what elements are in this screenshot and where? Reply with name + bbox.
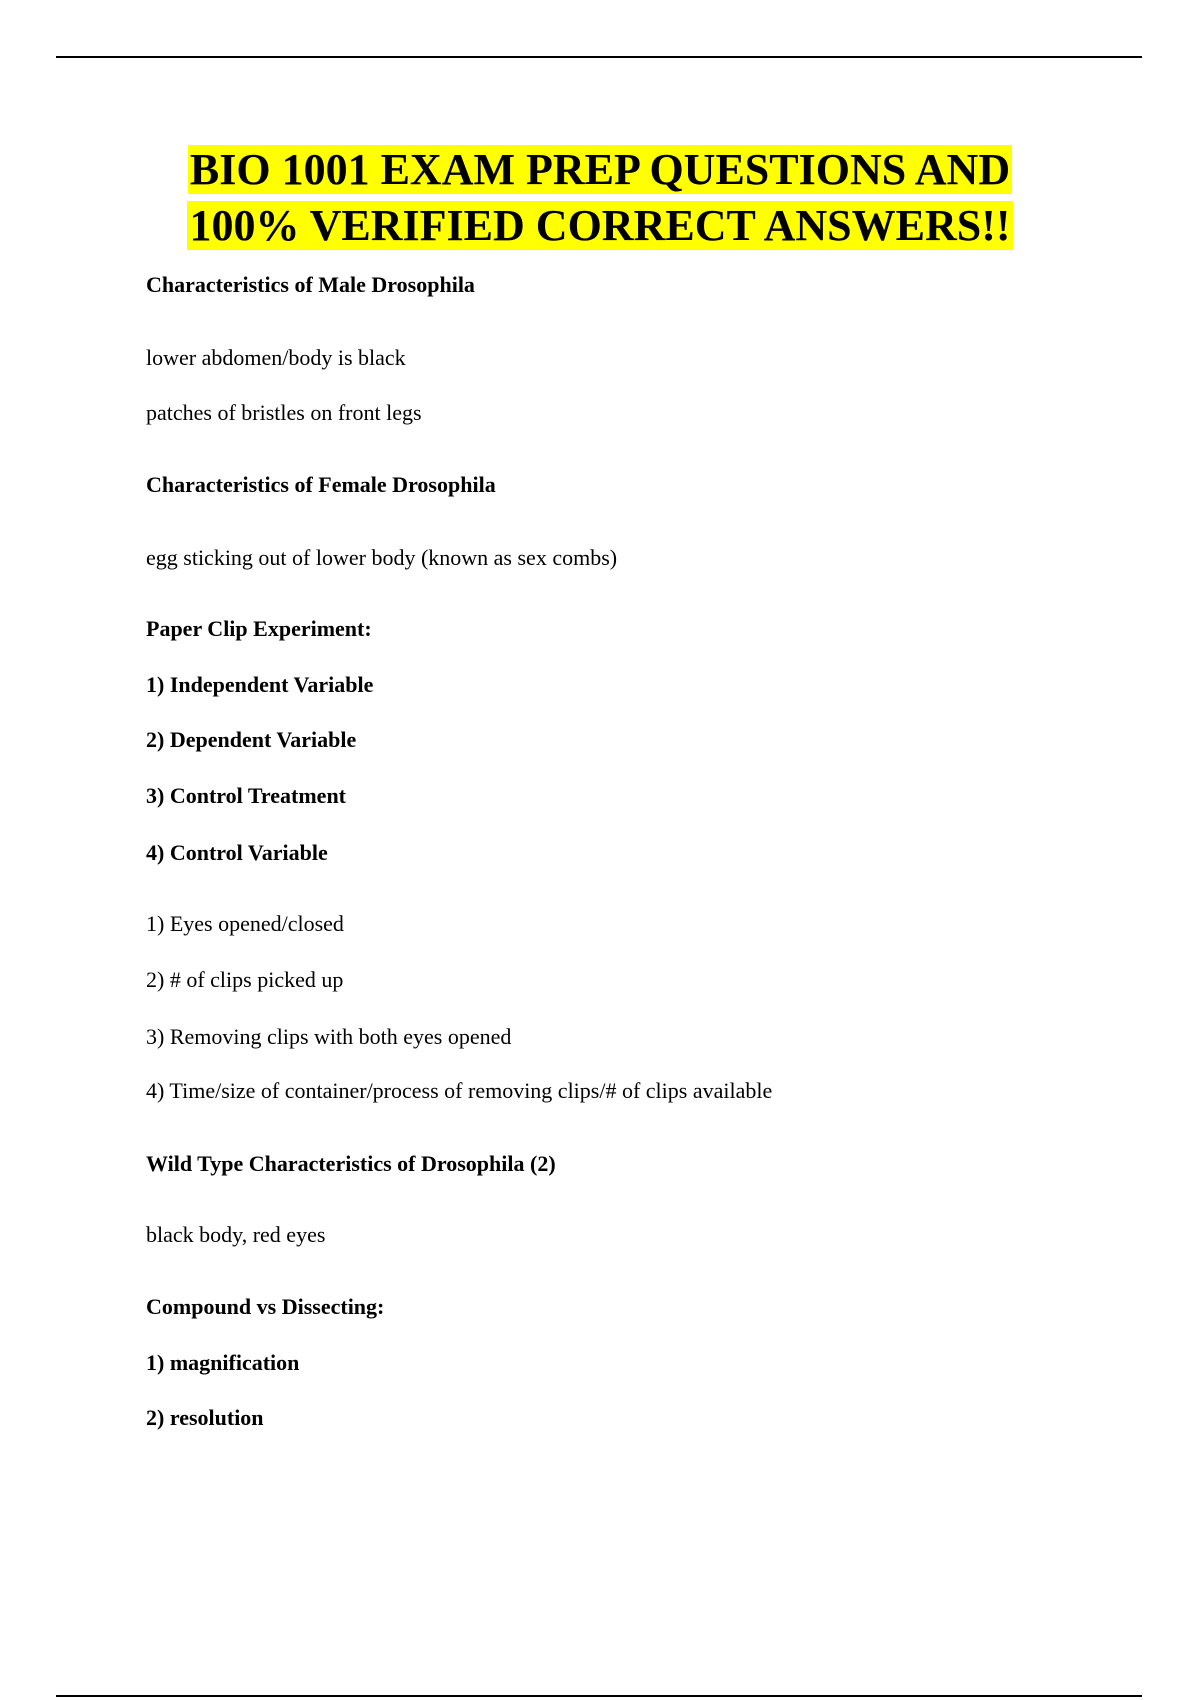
answer-line: 4) Time/size of container/process of removing clips/# of clips available <box>146 1078 773 1103</box>
answer-line: patches of bristles on front legs <box>146 400 422 425</box>
question-line: 3) Control Treatment <box>146 783 347 808</box>
title-block <box>0 142 1200 254</box>
question-paper-clip: Paper Clip Experiment: <box>146 616 372 641</box>
question-female-characteristics: Characteristics of Female Drosophila <box>146 472 496 497</box>
title-line-1: BIO 1001 EXAM PREP QUESTIONS AND <box>189 145 1011 194</box>
question-wild-type: Wild Type Characteristics of Drosophila (2) <box>146 1151 556 1176</box>
bottom-rule <box>56 1695 1142 1697</box>
question-line: 1) Independent Variable <box>146 672 374 697</box>
title-line-2: 100% VERIFIED CORRECT ANSWERS!! <box>189 201 1011 250</box>
answer-line: lower abdomen/body is black <box>146 345 406 370</box>
top-rule <box>56 56 1142 58</box>
answer-line: 1) Eyes opened/closed <box>146 911 344 936</box>
question-male-characteristics: Characteristics of Male Drosophila <box>146 272 475 297</box>
answer-line: 2) # of clips picked up <box>146 967 344 992</box>
question-line: 2) Dependent Variable <box>146 727 357 752</box>
question-line: 2) resolution <box>146 1405 264 1430</box>
page-title <box>187 142 1012 254</box>
question-line: 1) magnification <box>146 1350 300 1375</box>
question-line: 4) Control Variable <box>146 840 328 865</box>
question-compound-vs-dissecting: Compound vs Dissecting: <box>146 1294 385 1319</box>
answer-line: egg sticking out of lower body (known as sex combs) <box>146 545 618 570</box>
answer-line: 3) Removing clips with both eyes opened <box>146 1024 512 1049</box>
answer-line: black body, red eyes <box>146 1222 326 1247</box>
